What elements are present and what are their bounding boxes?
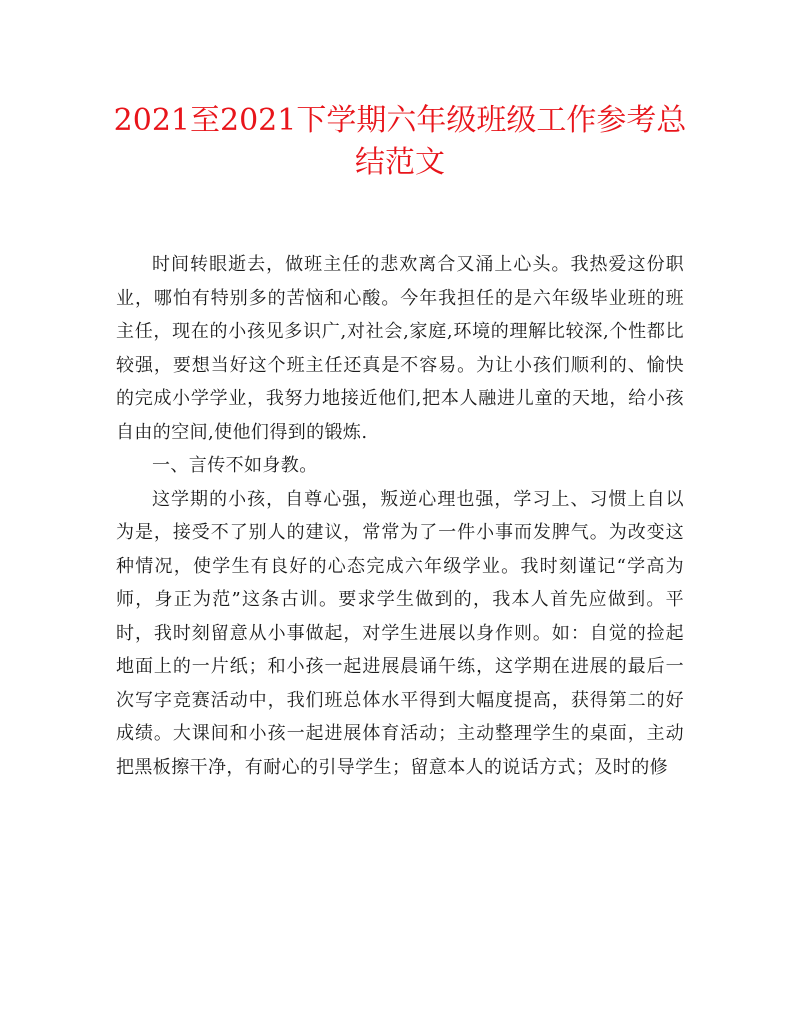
paragraph-section-one: 这学期的小孩，自尊心强，叛逆心理也强，学习上、习惯上自以为是，接受不了别人的建议，常常为了一件小事而发脾气。为改变这种情况，使学生有良好的心态完成六年级学业。我时刻谨记“学高为师，身正为范”这条古训。要求学生做到的，我本人首先应做到。平时，我时刻留意从小事做起，对学生进展以身作则。如：自觉的捡起地面上的一片纸；和小孩一起进展晨诵午练，这学期在进展的最后一次写字竞赛活动中，我们班总体水平得到大幅度提高，获得第二的好成绩。大课间和小孩一起进展体育活动；主动整理学生的桌面，主动把黑板擦干净，有耐心的引导学生；留意本人的说话方式；及时的修 [116, 488, 684, 778]
document-title: 2021至2021下学期六年级班级工作参考总结范文 [113, 103, 687, 180]
document-body [116, 248, 684, 784]
section-heading: 一、言传不如身教。 [152, 455, 318, 476]
paragraph-intro: 时间转眼逝去，做班主任的悲欢离合又涌上心头。我热爱这份职业，哪怕有特别多的苦恼和心酸。今年我担任的是六年级毕业班的班主任，现在的小孩见多识广,对社会,家庭,环境的理解比较深,个性都比较强，要想当好这个班主任还真是不容易。为让小孩们顺利的、愉快的完成小学学业，我努力地接近他们,把本人融进儿童的天地，给小孩自由的空间,使他们得到的锻炼. [116, 254, 684, 443]
